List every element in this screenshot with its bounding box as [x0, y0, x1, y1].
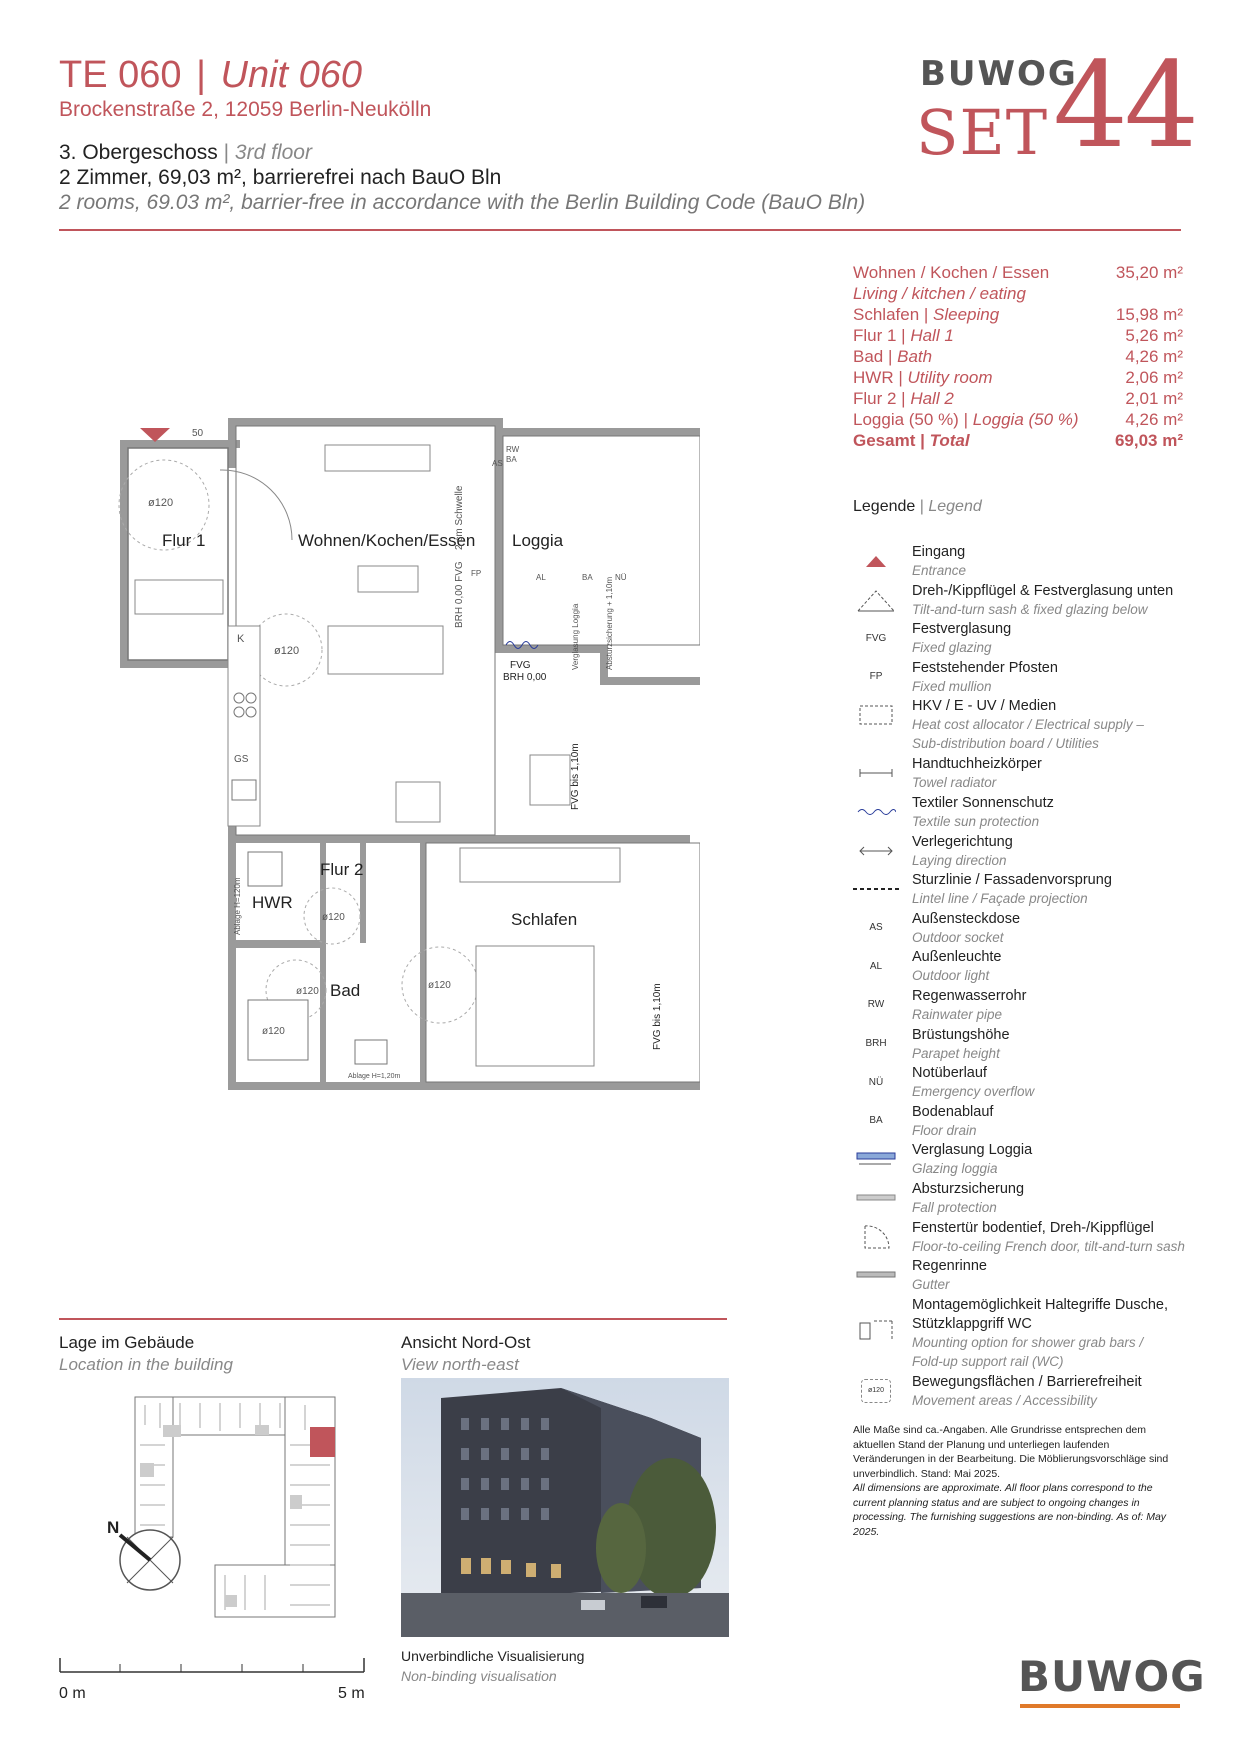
area-value: 2,01 m²	[1125, 389, 1183, 408]
location-title-de: Lage im Gebäude	[59, 1333, 195, 1352]
wardrobe-bedroom	[460, 848, 620, 882]
footer-logo-bar	[1020, 1704, 1180, 1708]
area-label-en: Bath	[897, 347, 933, 366]
entrance-icon	[140, 428, 170, 442]
legend-en: Sub-distribution board / Utilities	[912, 736, 1099, 752]
logo-brand: BUWOG	[920, 54, 1078, 94]
legend-de: Bodenablauf	[912, 1103, 994, 1120]
floor-plan	[100, 410, 700, 1110]
legend-en: Fold-up support rail (WC)	[912, 1353, 1064, 1369]
scale-end: 5 m	[338, 1685, 365, 1702]
legend-en: Parapet height	[912, 1045, 1000, 1061]
legend-item	[853, 1181, 1193, 1220]
legend-de: Bewegungsflächen / Barrierefreiheit	[912, 1373, 1142, 1390]
area-value: 5,26 m²	[1125, 326, 1183, 345]
legend-en: Gutter	[912, 1277, 950, 1293]
legend-de: Verlegerichtung	[912, 833, 1013, 850]
legend-item	[853, 1297, 1193, 1374]
side-table	[530, 755, 570, 805]
legend-de: Regenrinne	[912, 1258, 987, 1275]
sink	[232, 780, 256, 800]
legend-title-de: Legende	[853, 498, 916, 515]
legend-en: Fall protection	[912, 1199, 997, 1215]
window-sill	[325, 445, 430, 471]
north-label: N	[107, 1518, 120, 1537]
legend-item	[853, 544, 1193, 583]
legend-en: Floor drain	[912, 1122, 977, 1138]
unit-code-en: Unit 060	[220, 54, 363, 96]
circle-label: ø120	[428, 980, 451, 991]
sofa	[328, 626, 443, 674]
area-label-en: Living / kitchen / eating	[853, 284, 1026, 303]
brh0-label: BRH 0,00	[503, 672, 547, 683]
view-title-en: View north-east	[401, 1355, 519, 1374]
ba-label-2: BA	[582, 573, 593, 582]
dishwasher-gs: GS	[234, 754, 249, 765]
legend-en: Rainwater pipe	[912, 1006, 1003, 1022]
fvg-bis-label: FVG bis 1,10m	[570, 743, 581, 810]
fall-protection-icon	[853, 1185, 899, 1211]
legend-en: Movement areas / Accessibility	[912, 1392, 1097, 1408]
nu-label: NÜ	[615, 573, 627, 582]
hkv-icon	[853, 702, 899, 728]
gutter-icon	[853, 1262, 899, 1288]
legend-title: Legende | Legend	[853, 498, 982, 515]
legend-item	[853, 698, 1193, 756]
hwr-unit	[248, 852, 282, 886]
bottom-divider	[59, 1318, 727, 1320]
legend-item	[853, 1104, 1193, 1143]
room-loggia: Loggia	[512, 531, 564, 550]
ba-symbol: BA	[869, 1115, 883, 1127]
legend-de: Stützklappgriff WC	[912, 1315, 1032, 1332]
rooms-description-de: 2 Zimmer, 69,03 m², barrierefrei nach BauO Bln	[59, 166, 502, 189]
legend-de: Eingang	[912, 544, 966, 560]
header-divider	[59, 229, 1181, 231]
circle-label: ø120	[322, 912, 345, 923]
grab-bar-icon	[853, 1317, 899, 1343]
legend-de: Sturzlinie / Fassadenvorsprung	[912, 872, 1112, 889]
legend-de: Verglasung Loggia	[912, 1142, 1033, 1159]
legend-de: Fenstertür bodentief, Dreh-/Kippflügel	[912, 1219, 1154, 1236]
disclaimer	[853, 1423, 1183, 1539]
legend-de: Außensteckdose	[912, 910, 1021, 927]
flur1-outline	[128, 448, 228, 660]
schwelle-label: 2 cm Schwelle	[454, 485, 465, 550]
rw-label: RW	[506, 445, 520, 454]
scale-start: 0 m	[59, 1685, 86, 1702]
area-row-total	[853, 430, 1183, 451]
legend-item	[853, 872, 1193, 911]
room-flur1: Flur 1	[162, 531, 206, 550]
bed	[476, 946, 594, 1066]
legend-item	[853, 1027, 1193, 1066]
scale-bar	[59, 1650, 369, 1680]
area-label: Gesamt |	[853, 431, 925, 450]
legend-de: Absturzsicherung	[912, 1180, 1025, 1197]
disclaimer-de: Alle Maße sind ca.-Angaben. Alle Grundrisse entsprechen dem aktuellen Stand der Planung und unterliegen laufenden Veränderungen in der Bearbeitung. Die Möblierungsvorschläge sind unverbindlich. Stand: Mai 2025.	[853, 1424, 1169, 1480]
area-row	[853, 325, 1183, 346]
location-map	[105, 1395, 345, 1625]
area-row	[853, 388, 1183, 409]
area-label-en: Hall 2	[910, 389, 954, 408]
area-label: Flur 2 |	[853, 389, 906, 408]
legend-de: Montagemöglichkeit Haltegriffe Dusche,	[912, 1296, 1169, 1313]
legend-item	[853, 1220, 1193, 1259]
tilt-turn-icon	[853, 587, 899, 613]
area-label: Schlafen |	[853, 305, 929, 324]
french-door-icon	[853, 1224, 899, 1250]
unit-code-de: TE 060	[59, 54, 182, 96]
nu-symbol: NÜ	[868, 1076, 884, 1088]
legend-item	[853, 660, 1193, 699]
legend-de: Notüberlauf	[912, 1065, 987, 1082]
disclaimer-en: All dimensions are approximate. All floor plans correspond to the current planning status and are subject to ongoing changes in processing. The furnishing suggestions are non-binding. As of: May 2025.	[853, 1482, 1167, 1538]
room-wohnen: Wohnen/Kochen/Essen	[298, 531, 476, 550]
towel-radiator-icon	[853, 760, 899, 786]
legend-item	[853, 621, 1193, 660]
dim-50: 50	[192, 428, 204, 439]
legend-de: Textiler Sonnenschutz	[912, 794, 1054, 811]
building-visualisation	[401, 1378, 729, 1637]
legend-item	[853, 583, 1193, 622]
legend-en: Floor-to-ceiling French door, tilt-and-turn sash	[912, 1238, 1185, 1254]
location-title-en: Location in the building	[59, 1355, 233, 1374]
legend-title-en: Legend	[928, 498, 982, 515]
logo-set: SET	[916, 96, 1049, 169]
legend-list	[853, 544, 1193, 1412]
legend-en: Mounting option for shower grab bars /	[912, 1334, 1144, 1350]
legend-en: Laying direction	[912, 852, 1007, 868]
area-row	[853, 283, 1183, 304]
area-label: Wohnen / Kochen / Essen	[853, 263, 1050, 282]
area-value: 2,06 m²	[1125, 368, 1183, 387]
legend-item	[853, 1258, 1193, 1297]
visualisation-caption-en: Non-binding visualisation	[401, 1668, 557, 1684]
legend-en: Glazing loggia	[912, 1161, 998, 1177]
fvg-bis-label-2: FVG bis 1,10m	[652, 983, 663, 1050]
movement-area-icon	[853, 1378, 899, 1404]
circle-label: ø120	[274, 645, 300, 657]
legend-en: Emergency overflow	[912, 1084, 1035, 1100]
absturz-label: Absturzsicherung + 1,10m	[605, 576, 614, 670]
legend-en: Heat cost allocator / Electrical supply –	[912, 717, 1144, 733]
floor-de: 3. Obergeschoss	[59, 141, 218, 164]
verglasung-label: Verglasung Loggia	[571, 603, 580, 670]
laying-direction-icon	[853, 838, 899, 864]
area-row	[853, 346, 1183, 367]
legend-en: Tilt-and-turn sash & fixed glazing below	[912, 601, 1148, 617]
area-label-en: Hall 1	[910, 326, 954, 345]
room-schlafen: Schlafen	[511, 910, 578, 929]
area-label-en: Total	[929, 431, 970, 450]
area-label: HWR |	[853, 368, 903, 387]
ablage-hwr: Ablage H=120m	[233, 877, 242, 935]
al-symbol: AL	[869, 960, 883, 972]
glazing-icon	[853, 1146, 899, 1172]
circle-label: ø120	[262, 1026, 285, 1037]
view-title-de: Ansicht Nord-Ost	[401, 1333, 531, 1352]
ablage-bad: Ablage H=1,20m	[348, 1073, 401, 1080]
legend-item	[853, 988, 1193, 1027]
area-row	[853, 367, 1183, 388]
legend-de: Festverglasung	[912, 621, 1012, 638]
area-label: Loggia (50 %) |	[853, 410, 968, 429]
fvg-label: FVG	[510, 660, 531, 671]
legend-en: Fixed mullion	[912, 678, 992, 694]
legend-en: Outdoor socket	[912, 929, 1004, 945]
area-row	[853, 304, 1183, 325]
floor-en: 3rd floor	[234, 141, 312, 164]
table	[358, 566, 418, 592]
legend-item	[853, 949, 1193, 988]
as-label: AS	[492, 459, 503, 468]
area-table	[853, 262, 1183, 451]
legend-en: Towel radiator	[912, 775, 997, 791]
lintel-line-icon	[853, 876, 899, 902]
kitchen-k: K	[237, 633, 245, 645]
legend-item	[853, 1374, 1193, 1413]
legend-item	[853, 756, 1193, 795]
visualisation-caption-de: Unverbindliche Visualisierung	[401, 1648, 585, 1664]
area-row	[853, 409, 1183, 430]
legend-en: Entrance	[912, 563, 967, 578]
dining-table	[396, 782, 440, 822]
brh-symbol: BRH	[865, 1038, 887, 1050]
legend-de: Dreh-/Kippflügel & Festverglasung unten	[912, 582, 1174, 599]
area-total-value: 69,03 m²	[1114, 431, 1183, 450]
legend-en: Fixed glazing	[912, 640, 992, 656]
circle-label: ø120	[148, 497, 174, 509]
movement-area-symbol: ø120	[861, 1379, 891, 1403]
legend-de: Handtuchheizkörper	[912, 756, 1042, 773]
legend-en: Lintel line / Façade projection	[912, 891, 1088, 907]
address: Brockenstraße 2, 12059 Berlin-Neukölln	[59, 98, 432, 121]
wardrobe	[135, 580, 223, 614]
legend-en: Outdoor light	[912, 968, 990, 984]
al-label: AL	[536, 573, 546, 582]
floor-line: 3. Obergeschoss | 3rd floor	[59, 141, 312, 164]
door-swing	[220, 470, 292, 540]
logo-number: 44	[1053, 36, 1196, 174]
fvg-symbol: FVG	[865, 632, 887, 644]
legend-de: HKV / E - UV / Medien	[912, 698, 1057, 715]
unit-title	[59, 54, 362, 97]
legend-de: Regenwasserrohr	[912, 987, 1027, 1004]
washbasin	[355, 1040, 387, 1064]
legend-en: Textile sun protection	[912, 813, 1040, 829]
area-value: 35,20 m²	[1115, 263, 1183, 282]
legend-de: Außenleuchte	[912, 949, 1002, 966]
fp-label: FP	[471, 569, 482, 578]
ba-label: BA	[506, 455, 517, 464]
area-value: 4,26 m²	[1125, 347, 1183, 366]
title-separator: |	[196, 54, 206, 96]
legend-de: Feststehender Pfosten	[912, 659, 1058, 676]
brh-fvg-label: BRH 0,00 FVG	[454, 561, 465, 628]
area-value: 4,26 m²	[1125, 410, 1183, 429]
legend-item	[853, 1065, 1193, 1104]
area-label-en: Sleeping	[933, 305, 1000, 324]
legend-item	[853, 795, 1193, 834]
fp-symbol: FP	[869, 671, 883, 683]
area-label-en: Utility room	[907, 368, 993, 387]
legend-item	[853, 834, 1193, 873]
area-label: Bad |	[853, 347, 893, 366]
room-flur2: Flur 2	[320, 860, 364, 879]
as-symbol: AS	[869, 922, 883, 934]
footer-logo: BUWOG	[1018, 1652, 1206, 1701]
room-hwr: HWR	[252, 893, 293, 912]
area-row	[853, 262, 1183, 283]
legend-item	[853, 1142, 1193, 1181]
entrance-icon	[853, 548, 899, 574]
room-bad: Bad	[330, 981, 361, 1000]
sun-protection-icon	[853, 799, 899, 825]
area-label-en: Loggia (50 %)	[972, 410, 1079, 429]
rw-symbol: RW	[867, 999, 885, 1011]
legend-de: Brüstungshöhe	[912, 1026, 1010, 1043]
area-label: Flur 1 |	[853, 326, 906, 345]
area-value: 15,98 m²	[1115, 305, 1183, 324]
circle-label: ø120	[296, 986, 319, 997]
unit-location-marker	[310, 1427, 335, 1457]
rooms-description-en: 2 rooms, 69.03 m², barrier-free in accordance with the Berlin Building Code (BauO Bln)	[59, 191, 866, 214]
legend-item	[853, 911, 1193, 950]
